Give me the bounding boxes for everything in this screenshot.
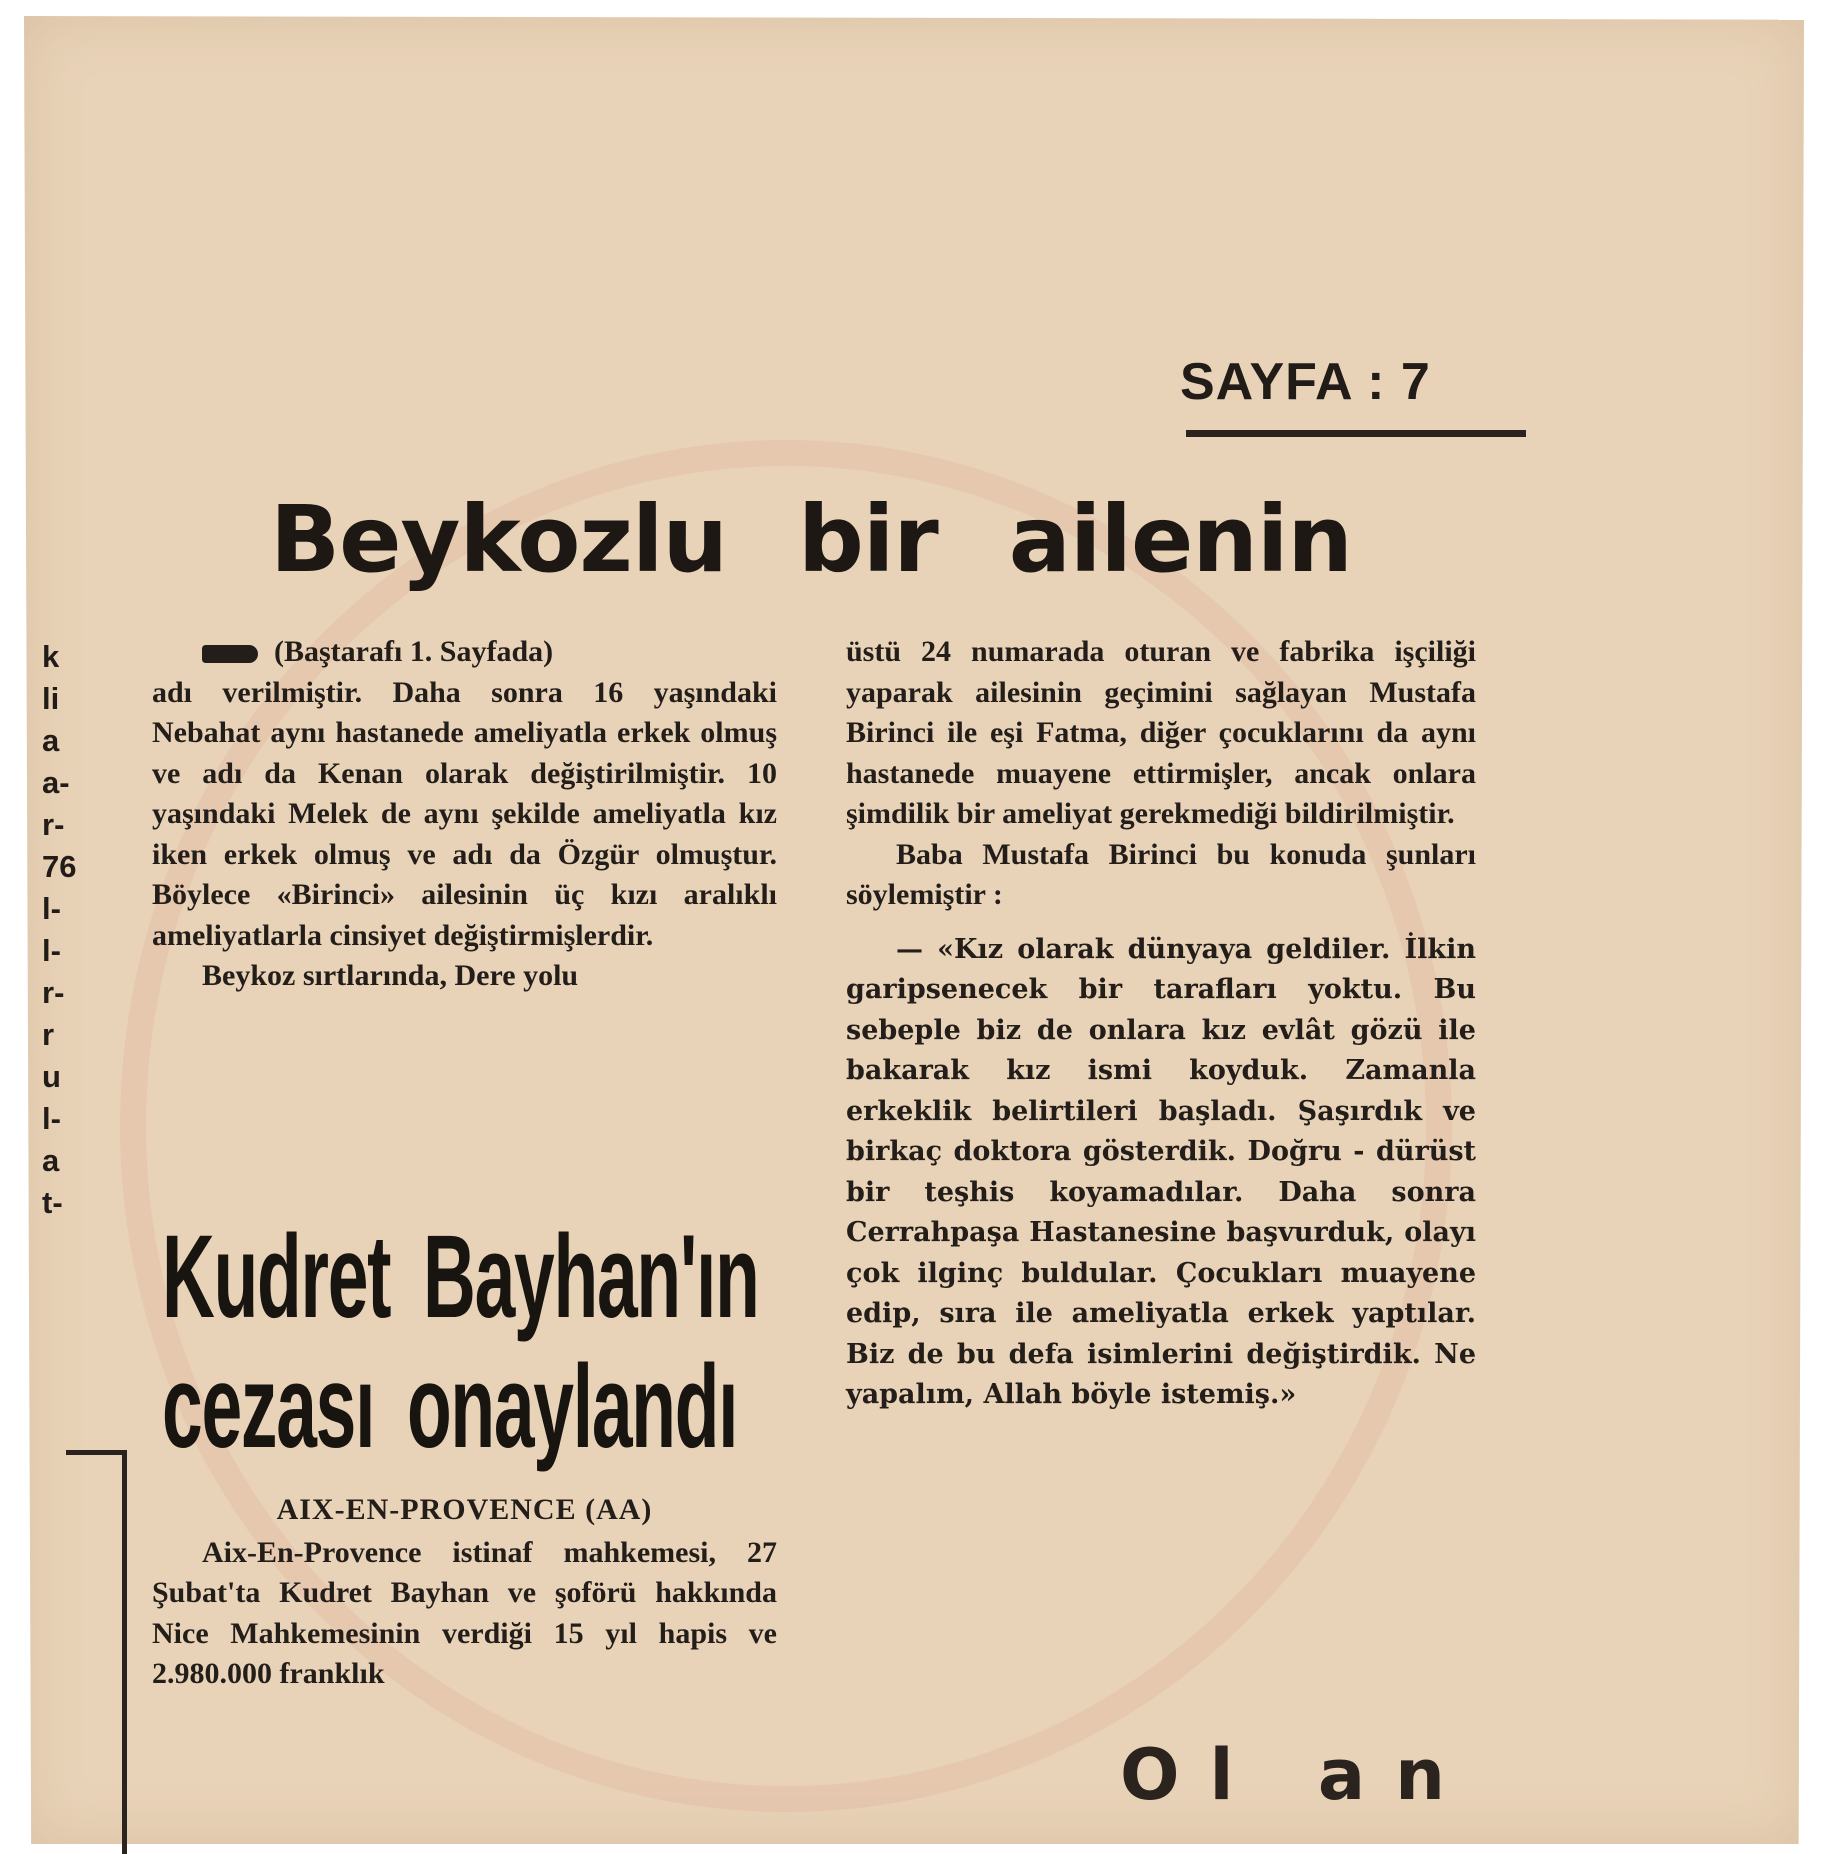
article-quote: — «Kız olarak dünyaya geldiler. İlkin garipsenecek bir tarafları yoktu. Bu sebeple biz de onlara kız evlât gözü ile bakarak kız ismi koyduk. Zamanla erkeklik belirtileri başladı. Şaşırdık ve birkaç doktora gösterdik. Doğru - dürüst bir teşhis koyamadılar. Daha sonra Cerrahpaşa Hastanesine başvurduk, olayı çok ilginç buldular. Çocukları muayene edip, sıra ile ameliyatla erkek yaptılar. Biz de bu defa isimlerini değiştirdik. Ne yapalım, Allah böyle istemiş.» bbox=[846, 933, 1476, 1410]
article-paragraph: Baba Mustafa Birinci bu konuda şunları söylemiştir : bbox=[846, 837, 1476, 911]
continuation-lead bbox=[152, 632, 777, 673]
second-article-headline-line1: Kudret Bayhan'ın bbox=[162, 1211, 759, 1343]
dateline: AIX-EN-PROVENCE (AA) bbox=[276, 1493, 653, 1526]
article-paragraph: adı verilmiştir. Daha sonra 16 yaşındaki Nebahat aynı hastanede ameliyatla erkek olmuş ve adı da Kenan olarak değiştirilmiştir. 10 yaşındaki Melek de aynı şekilde ameliyatla kız iken erkek olmuş ve adı da Özgür olmuştur. Böylece «Birinci» ailesinin üç kızı aralıklı ameliyatlarla cinsiyet değiştirmişlerdir. bbox=[152, 675, 777, 952]
left-margin-fragments bbox=[42, 636, 82, 1224]
fragment-line: l- bbox=[42, 933, 61, 968]
fragment-line: li bbox=[42, 681, 60, 716]
page-number-label: SAYFA : 7 bbox=[1180, 353, 1431, 411]
fragment-line: a bbox=[42, 723, 60, 758]
fragment-line: u bbox=[42, 1059, 61, 1094]
pointing-hand-icon bbox=[202, 645, 258, 663]
second-article-column bbox=[152, 1490, 777, 1852]
article-paragraph: Aix-En-Provence istinaf mahkemesi, 27 Şubat'ta Kudret Bayhan ve şoförü hakkında Nice Mahkemesinin verdiği 15 yıl hapis ve 2.980.000 franklık bbox=[152, 1535, 777, 1690]
article-column-right bbox=[846, 632, 1476, 1416]
article-paragraph: Beykoz sırtlarında, Dere yolu bbox=[202, 959, 579, 992]
fragment-line: a bbox=[42, 1143, 60, 1178]
article-headline: Beykozlu bir ailenin bbox=[270, 486, 1352, 593]
fragment-line: 76 bbox=[42, 849, 77, 884]
fragment-line: r- bbox=[42, 975, 65, 1010]
page-label-underline bbox=[1186, 430, 1526, 437]
second-article-headline-line2: cezası onaylandı bbox=[162, 1341, 738, 1473]
fragment-line: l- bbox=[42, 1101, 61, 1136]
continuation-note: (Baştarafı 1. Sayfada) bbox=[274, 635, 554, 668]
fragment-line: t- bbox=[42, 1185, 63, 1220]
cut-off-headline-fragment: Ol an bbox=[1120, 1734, 1475, 1816]
fragment-line: r bbox=[42, 1017, 55, 1052]
box-border-side bbox=[122, 1450, 127, 1854]
box-border-top bbox=[66, 1450, 126, 1455]
fragment-line: k bbox=[42, 639, 60, 674]
fragment-line: l- bbox=[42, 891, 61, 926]
fragment-line: r- bbox=[42, 807, 65, 842]
fragment-line: a- bbox=[42, 765, 70, 800]
article-column-left bbox=[152, 632, 777, 997]
article-paragraph: üstü 24 numarada oturan ve fabrika işçiliği yaparak ailesinin geçimini sağlayan Mustafa Birinci ile eşi Fatma, diğer çocuklarını da aynı hastanede muayene ettirmişler, ancak onlara şimdilik bir ameliyat gerekmediği bildirilmiştir. bbox=[846, 635, 1476, 830]
